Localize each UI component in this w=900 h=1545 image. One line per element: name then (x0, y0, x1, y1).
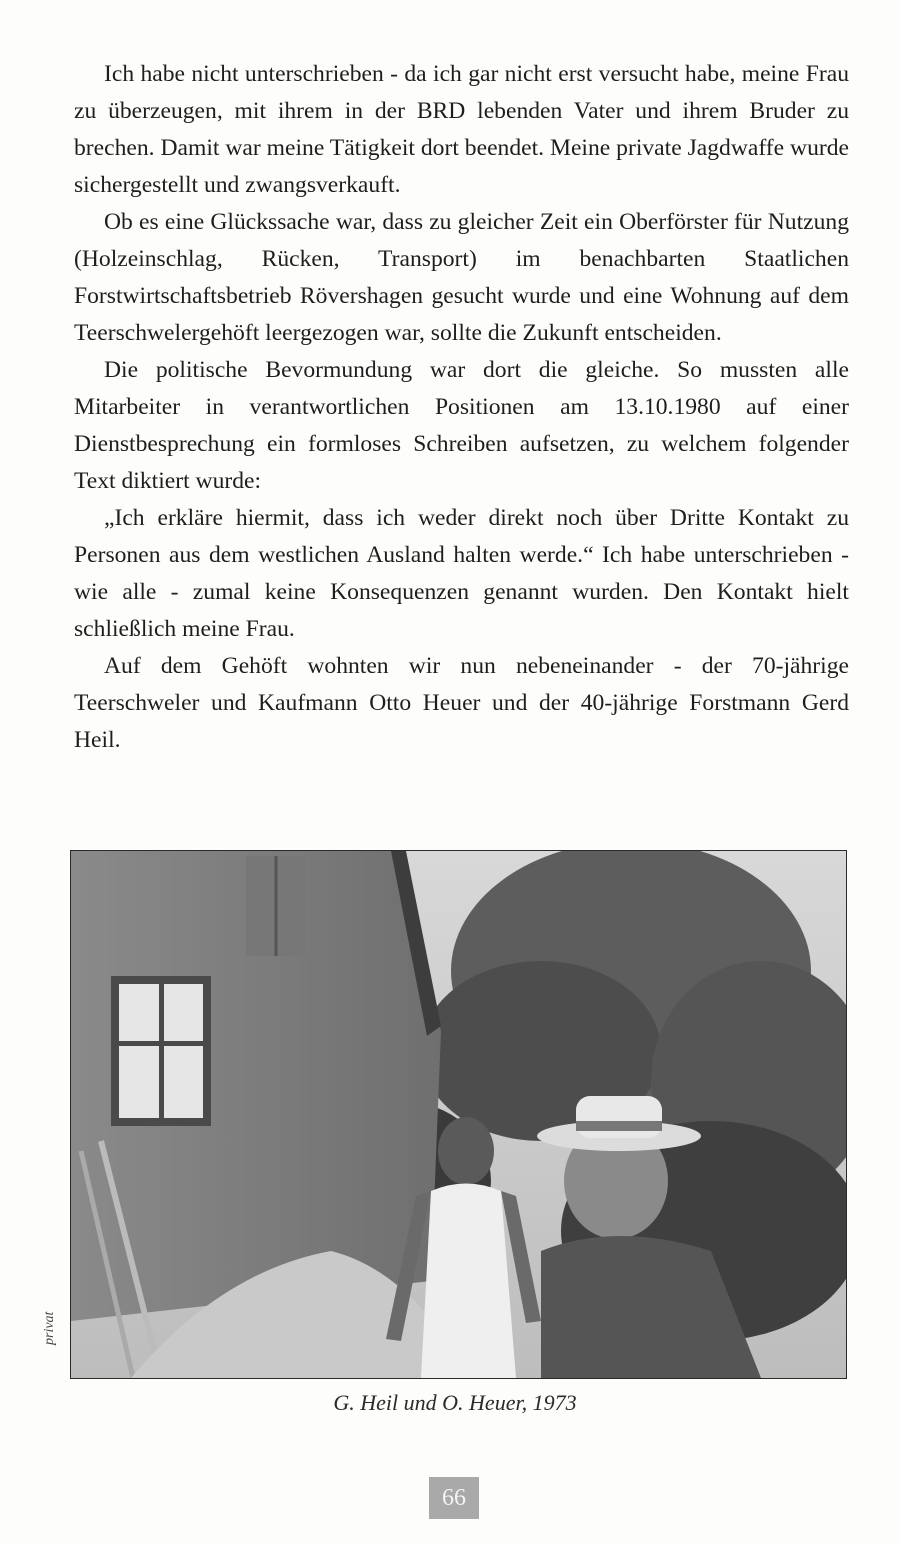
photograph (70, 850, 847, 1379)
photo-caption: G. Heil und O. Heuer, 1973 (333, 1390, 577, 1415)
paragraph-5: Auf dem Gehöft wohnten wir nun nebeneinander - der 70-jährige Teerschweler und Kaufmann Otto Heuer und der 40-jährige Forstmann Gerd Heil. (74, 653, 849, 753)
paragraph-4: „Ich erkläre hiermit, dass ich weder direkt noch über Dritte Kontakt zu Personen aus dem westlichen Ausland halten werde.“ Ich habe unterschrieben - wie alle - zumal keine Konsequenzen genannt wurden. Den Kontakt hielt schließlich meine Frau. (74, 505, 849, 642)
paragraph-2: Ob es eine Glückssache war, dass zu gleicher Zeit ein Oberförster für Nutzung (Holzeinschlag, Rücken, Transport) im benachbarten Staatlichen Forstwirtschaftsbetrieb Rövershagen gesucht wurde und eine Wohnung auf dem Teerschwelergehöft leergezogen war, sollte die Zukunft entscheiden. (74, 209, 849, 346)
body-text (74, 56, 849, 759)
paragraph-1: Ich habe nicht unterschrieben - da ich gar nicht erst versucht habe, meine Frau zu überzeugen, mit ihrem in der BRD lebenden Vater und ihrem Bruder zu brechen. Damit war meine Tätigkeit dort beendet. Meine private Jagdwaffe wurde sichergestellt und zwangsverkauft. (74, 61, 849, 198)
photo-illustration (71, 851, 846, 1378)
photo-credit: privat (42, 1311, 57, 1345)
page-number: 66 (429, 1477, 479, 1519)
paragraph-3: Die politische Bevormundung war dort die gleiche. So mussten alle Mitarbeiter in verantwortlichen Positionen am 13.10.1980 auf einer Dienstbesprechung ein formloses Schreiben aufsetzen, zu welchem folgender Text diktiert wurde: (74, 357, 849, 494)
